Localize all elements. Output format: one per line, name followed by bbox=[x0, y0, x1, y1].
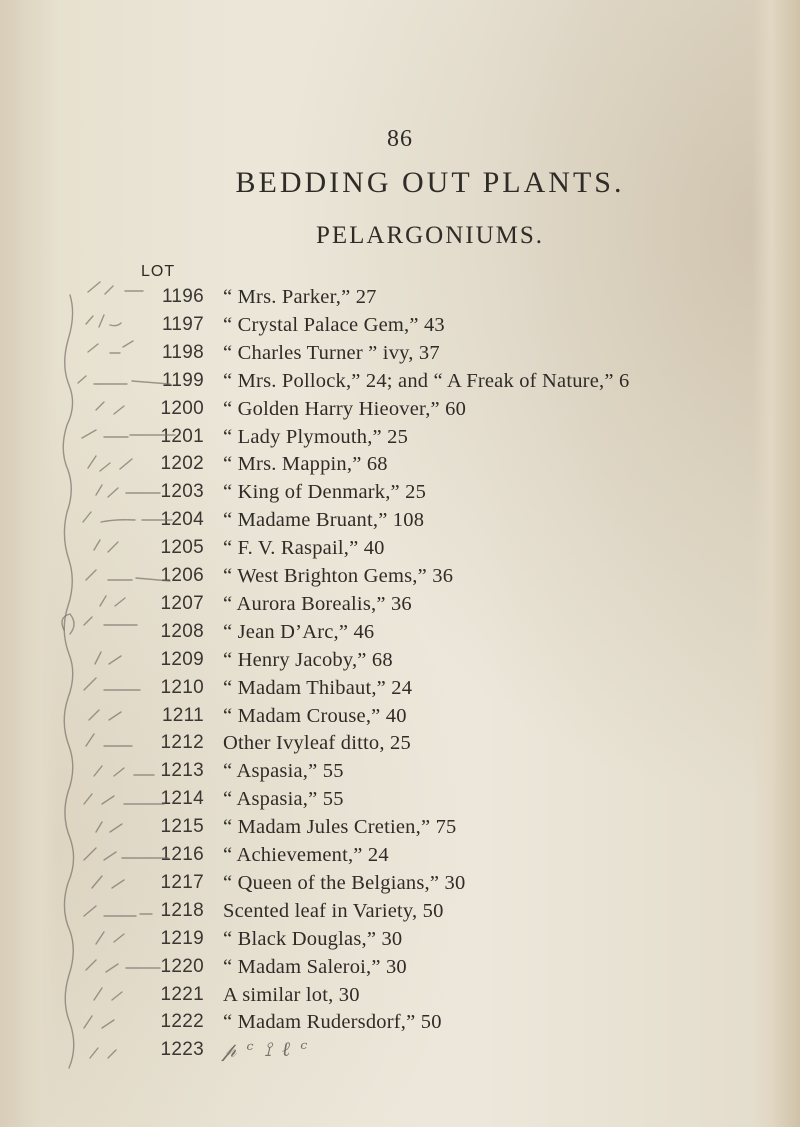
section-title: PELARGONIUMS. bbox=[315, 222, 545, 249]
lot-description: “ Aurora Borealis,” 36 bbox=[223, 592, 412, 615]
lot-row-1207 bbox=[0, 593, 760, 621]
lot-description: “ Mrs. Mappin,” 68 bbox=[223, 453, 388, 476]
lot-description: “ Madam Rudersdorf,” 50 bbox=[223, 1011, 442, 1034]
lot-number: 1200 bbox=[160, 397, 204, 419]
lot-description: “ Madam Jules Cretien,” 75 bbox=[223, 816, 457, 839]
lot-description: “ West Brighton Gems,” 36 bbox=[223, 565, 454, 587]
lot-description: “ Black Douglas,” 30 bbox=[223, 927, 403, 950]
lot-row-1200 bbox=[0, 398, 760, 426]
lot-number: 1199 bbox=[161, 369, 204, 391]
lot-row-1214 bbox=[0, 788, 760, 816]
lot-row-1202 bbox=[0, 453, 760, 481]
lot-row-1217 bbox=[0, 872, 760, 900]
lot-number: 1205 bbox=[160, 537, 204, 559]
lot-description: “ Madame Bruant,” 108 bbox=[223, 509, 425, 532]
lot-row-1209 bbox=[0, 649, 760, 677]
lot-description: “ Golden Harry Hieover,” 60 bbox=[223, 397, 467, 420]
lot-row-1216 bbox=[0, 844, 760, 872]
lot-description: “ Lady Plymouth,” 25 bbox=[223, 425, 409, 448]
lot-number: 1208 bbox=[160, 620, 204, 642]
lot-description: “ Crystal Palace Gem,” 43 bbox=[223, 313, 445, 336]
lot-row-1218 bbox=[0, 900, 760, 928]
lot-number: 1215 bbox=[160, 816, 204, 838]
lot-column-header: LOT bbox=[141, 263, 176, 280]
lot-number: 1197 bbox=[161, 313, 204, 335]
lot-description: “ Mrs. Parker,” 27 bbox=[223, 286, 377, 308]
lot-number: 1223 bbox=[160, 1039, 204, 1061]
lot-row-1211 bbox=[0, 705, 760, 733]
lot-row-1222 bbox=[0, 1011, 760, 1039]
lot-description: “ Aspasia,” 55 bbox=[223, 788, 344, 811]
lot-row-1221 bbox=[0, 984, 760, 1012]
lot-description: “ Charles Turner ” ivy, 37 bbox=[223, 341, 440, 364]
page-number: 86 bbox=[387, 126, 413, 152]
lot-row-1223 bbox=[0, 1039, 760, 1067]
lot-row-1219 bbox=[0, 928, 760, 956]
lot-description: Scented leaf in Variety, 50 bbox=[223, 899, 444, 922]
lot-row-1204 bbox=[0, 509, 760, 537]
lot-number: 1212 bbox=[160, 732, 204, 754]
lot-row-1199 bbox=[0, 370, 760, 398]
lot-number: 1221 bbox=[160, 983, 204, 1005]
handwritten-note: 𝓅 ᶜ ⟟ ℓ ᶜ bbox=[221, 1036, 310, 1062]
lot-number: 1217 bbox=[160, 871, 204, 893]
lot-row-1213 bbox=[0, 760, 760, 788]
lot-description: “ Henry Jacoby,” 68 bbox=[223, 648, 393, 671]
lot-description: “ Mrs. Pollock,” 24; and “ A Freak of Nature,” 6 bbox=[223, 369, 630, 392]
lot-number: 1216 bbox=[160, 844, 204, 865]
lot-number: 1207 bbox=[160, 592, 204, 614]
lot-number: 1211 bbox=[161, 704, 204, 726]
lot-description: “ Madam Thibaut,” 24 bbox=[223, 676, 413, 699]
lot-description: Other Ivyleaf ditto, 25 bbox=[223, 732, 411, 755]
page-title: BEDDING OUT PLANTS. bbox=[235, 166, 625, 199]
lot-row-1206 bbox=[0, 565, 760, 593]
lot-number: 1210 bbox=[160, 676, 204, 698]
lot-number: 1209 bbox=[160, 648, 204, 670]
lot-row-1196 bbox=[0, 286, 760, 314]
lot-description: “ Jean D’Arc,” 46 bbox=[223, 620, 375, 643]
lot-number: 1201 bbox=[160, 425, 204, 447]
lot-row-1203 bbox=[0, 481, 760, 509]
lot-number: 1202 bbox=[160, 453, 204, 475]
lot-number: 1218 bbox=[160, 899, 204, 921]
lot-number: 1222 bbox=[160, 1011, 204, 1033]
lot-row-1205 bbox=[0, 537, 760, 565]
lot-number: 1196 bbox=[161, 286, 204, 307]
lot-description: “ King of Denmark,” 25 bbox=[223, 481, 427, 504]
lot-description: “ Madam Crouse,” 40 bbox=[223, 704, 407, 727]
lot-number: 1206 bbox=[160, 565, 204, 586]
lot-row-1212 bbox=[0, 732, 760, 760]
lot-row-1201 bbox=[0, 426, 760, 454]
lot-description: “ Madam Saleroi,” 30 bbox=[223, 955, 407, 978]
lot-number: 1219 bbox=[160, 927, 204, 949]
lot-row-1208 bbox=[0, 621, 760, 649]
lot-description: A similar lot, 30 bbox=[223, 983, 360, 1006]
lot-number: 1213 bbox=[160, 760, 204, 782]
lot-description: “ Queen of the Belgians,” 30 bbox=[223, 871, 466, 894]
lot-number: 1220 bbox=[160, 955, 204, 977]
lot-number: 1214 bbox=[160, 788, 204, 810]
lot-description: “ F. V. Raspail,” 40 bbox=[223, 537, 385, 560]
lot-row-1197 bbox=[0, 314, 760, 342]
lot-row-1210 bbox=[0, 677, 760, 705]
lot-row-1198 bbox=[0, 342, 760, 370]
lot-description: “ Achievement,” 24 bbox=[223, 844, 389, 866]
lot-row-1220 bbox=[0, 956, 760, 984]
lot-row-1215 bbox=[0, 816, 760, 844]
lot-description: “ Aspasia,” 55 bbox=[223, 760, 344, 783]
lot-number: 1198 bbox=[161, 341, 204, 363]
lot-number: 1203 bbox=[160, 481, 204, 503]
lot-number: 1204 bbox=[160, 509, 204, 531]
